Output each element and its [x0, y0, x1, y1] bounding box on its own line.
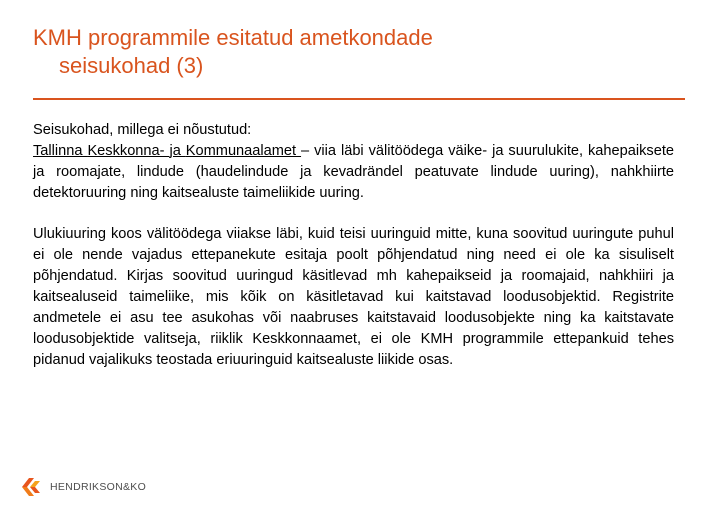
title-line-2: seisukohad (3) [59, 53, 204, 78]
section-1-body: – viia läbi välitöödega väike- ja suurulukite, kahepaiksete ja roomajate, lindude (haudelindude ja kevadrändel peatuvate lindude uuring), nahkhiirte detektoruuring ning kaitsealuste taimeliikide uuring. [33, 143, 674, 201]
company-logo [20, 475, 146, 499]
section-1-paragraph [33, 141, 674, 204]
section-2-paragraph: Ulukiuuring koos välitöödega viiakse läbi, kuid teisi uuringuid mitte, kuna soovitud uuringute puhul ei ole nende vajadus ettepanekute esitaja poolt põhjendatud ning need ei ole ka sisuliselt põhjendatud. Kirjas soovitud uuringud käsitlevad mh kahepaikseid ja roomajaid, nahkhiiri ja kaitsealuseid taimeliike, mis kõik on käsitletavad kui kaitstavad loodusobjektid. Registrite andmetele ei asu tee asukohas või naabruses kaitstavaid loodusobjekte ning ka kaitstavate loodusobjektide valitseja, riiklik Keskkonnaamet, ei ole KMH programmile ettepankuid tehes pidanud vajalikuks teostada eriuuringuid kaitsealuste liikide osas. [33, 226, 674, 368]
org-name-part-4: Kommunaalamet [185, 143, 302, 159]
org-name-part-2: Keskkonna- [87, 143, 170, 159]
logo-text: HENDRIKSON&KO [50, 481, 147, 493]
org-name-part-3: ja [169, 143, 186, 159]
paragraph-gap [33, 204, 674, 224]
slide-title [33, 24, 673, 80]
content-body [33, 120, 674, 371]
org-name-part-1: Tallinna [33, 143, 88, 159]
hendrikson-logo-mark-icon [20, 475, 46, 499]
section-heading: Seisukohad, millega ei nõustutud: [33, 122, 252, 138]
title-divider [33, 98, 685, 100]
title-line-1: KMH programmile esitatud ametkondade [33, 25, 433, 50]
